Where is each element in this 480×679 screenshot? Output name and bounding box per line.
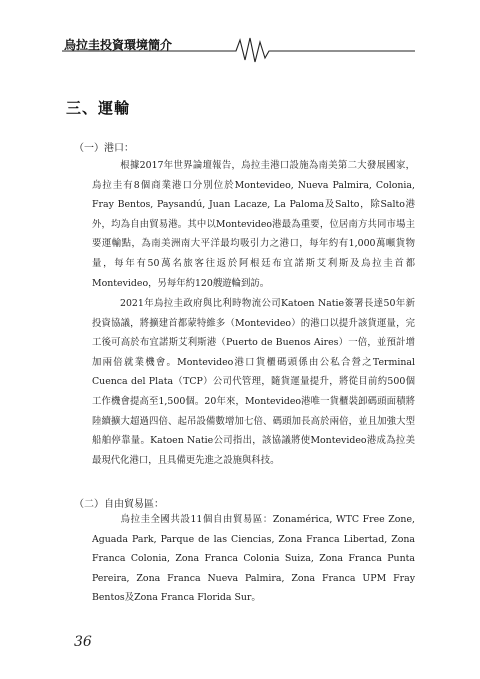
ports-paragraph-2-text: 2021年烏拉圭政府與比利時物流公司Katoen Natie簽署長達50年新投資協議，將擴建首都蒙特維多（Montevideo）的港口以提升該貨運量，完工後可高於布宜諾斯艾利斯港（Puerto de Buenos Aires）一倍，並預計增加兩倍就業機會。Montevideo港口貨櫃碼頭係由公私合營之Terminal Cuenca del Plata（TCP）公司代管理，隨貨運量提升，將從目前約500個工作機會提高至1,500個。20年來，Montevideo港唯一貨櫃裝卸碼頭面積將陸續擴大超過四倍、起吊設備數增加七倍、碼頭加長高於兩倍，並且加強大型船舶停靠量。Katoen Natie公司指出，該協議將使Montevideo港成為拉美最現代化港口，且具備更先進之設施與科技。: [92, 298, 415, 466]
page-number: 36: [74, 634, 92, 650]
ports-heading: （一）港口：: [74, 143, 134, 154]
ports-paragraph-2: [92, 294, 415, 470]
free-trade-heading: （二）自由貿易區：: [74, 499, 164, 510]
ports-paragraph-1: [92, 156, 415, 293]
page-header: [0, 30, 480, 70]
ports-paragraph-1-text: 根據2017年世界論壇報告，烏拉圭港口設施為南美第二大發展國家，烏拉圭有8個商業港口分別位於Montevideo, Nueva Palmira, Colonia, Fray Bentos, Paysandú, Juan Lacaze, La Paloma及Salto，除Salto港外，均為自由貿易港。其中以Montevideo港最為重要，位居南方共同市場主要運輸點，為南美洲南大平洋最均吸引力之港口，每年約有1,000萬噸貨物量，每年有50萬名旅客往返於阿根廷布宜諾斯艾利斯及烏拉圭首都Montevideo，另每年約120艘遊輪到訪。: [92, 160, 415, 289]
header-title: 烏拉圭投資環境簡介: [64, 38, 173, 52]
free-trade-paragraph-text: 烏拉圭全國共設11個自由貿易區：Zonamérica, WTC Free Zone, Aguada Park, Parque de las Ciencias, Zona Franca Libertad, Zona Franca Colonia, Zona Franca Colonia Suiza, Zona Franca Punta Pereira, Zona Franca Nueva Palmira, Zona Franca UPM Fray Bentos及Zona Franca Florida Sur。: [92, 514, 415, 604]
free-trade-paragraph: [92, 510, 415, 608]
section-title: 三、運輸: [66, 99, 131, 117]
